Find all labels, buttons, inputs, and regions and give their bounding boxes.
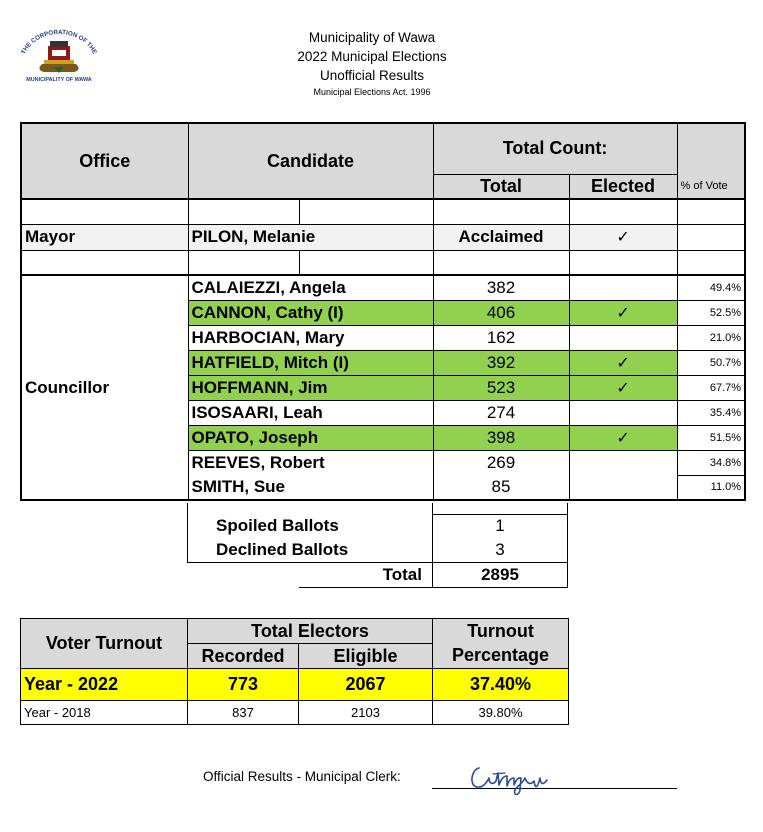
turnout-header-percentage: Percentage: [433, 644, 569, 669]
turnout-header-eligible: Eligible: [299, 644, 433, 669]
councillor-elected-check: ✓: [569, 425, 677, 450]
councillor-total: 269: [433, 450, 569, 475]
header-election-title: 2022 Municipal Elections: [297, 49, 447, 64]
ballots-spacer: [188, 503, 299, 514]
clerk-handwritten-signature: [465, 756, 560, 796]
header-empty-cell: [677, 123, 745, 174]
councillor-pct: 67.7%: [677, 375, 745, 400]
ballots-total-spacer: [188, 562, 299, 587]
spacer-cell: [677, 199, 745, 224]
councillor-pct: 21.0%: [677, 325, 745, 350]
councillor-name: HOFFMANN, Jim: [188, 375, 433, 400]
spacer-cell: [677, 250, 745, 275]
turnout-eligible: 2103: [299, 701, 433, 725]
voter-turnout-table: [20, 618, 569, 725]
municipality-crest-logo: [14, 26, 104, 84]
spacer-cell: [569, 250, 677, 275]
councillor-pct: 52.5%: [677, 300, 745, 325]
mayor-office: Mayor: [21, 224, 188, 250]
councillor-elected-check: ✓: [569, 350, 677, 375]
declined-ballots-label: Declined Ballots: [188, 538, 433, 562]
councillor-elected-check: [569, 325, 677, 350]
councillor-total: 523: [433, 375, 569, 400]
ballots-total-label: Total: [299, 562, 433, 587]
ballots-table: [187, 503, 568, 588]
svg-text:MUNICIPALITY OF WAWA: MUNICIPALITY OF WAWA: [26, 77, 92, 83]
councillor-pct: 35.4%: [677, 400, 745, 425]
turnout-recorded: 837: [188, 701, 299, 725]
spoiled-ballots-value: 1: [433, 514, 568, 538]
header-total-count: Total Count:: [433, 123, 677, 174]
ballots-spacer: [299, 503, 433, 514]
spacer-cell: [433, 250, 569, 275]
councillor-elected-check: ✓: [569, 375, 677, 400]
turnout-row-2018: [21, 701, 569, 725]
turnout-header-recorded: Recorded: [188, 644, 299, 669]
ballots-spacer: [433, 503, 568, 514]
councillor-elected-check: [569, 275, 677, 300]
turnout-year: Year - 2018: [21, 701, 188, 725]
councillor-total: 406: [433, 300, 569, 325]
declined-ballots-value: 3: [433, 538, 568, 562]
spacer-cell: [433, 199, 569, 224]
spacer-cell: [21, 199, 188, 224]
header-candidate: Candidate: [188, 123, 433, 199]
councillor-pct: 50.7%: [677, 350, 745, 375]
councillor-row: [21, 275, 745, 300]
mayor-pct: [677, 224, 745, 250]
ballots-total-value: 2895: [433, 562, 568, 587]
clerk-signature-label: Official Results - Municipal Clerk:: [203, 769, 401, 784]
councillor-total: 392: [433, 350, 569, 375]
header-office: Office: [21, 123, 188, 199]
councillor-name: SMITH, Sue: [188, 475, 433, 500]
spacer-cell: [188, 250, 299, 275]
header-total: Total: [433, 174, 569, 199]
mayor-row: [21, 224, 745, 250]
councillor-name: HATFIELD, Mitch (I): [188, 350, 433, 375]
councillor-name: HARBOCIAN, Mary: [188, 325, 433, 350]
header-act-reference: Municipal Elections Act. 1996: [313, 87, 431, 97]
councillor-elected-check: ✓: [569, 300, 677, 325]
turnout-eligible: 2067: [299, 669, 433, 701]
councillor-name: ISOSAARI, Leah: [188, 400, 433, 425]
councillor-name: REEVES, Robert: [188, 450, 433, 475]
turnout-percentage: 39.80%: [433, 701, 569, 725]
turnout-header-turnout: Turnout: [433, 619, 569, 644]
spacer-cell: [21, 250, 188, 275]
councillor-total: 274: [433, 400, 569, 425]
councillor-pct: 49.4%: [677, 275, 745, 300]
councillor-pct: 34.8%: [677, 450, 745, 475]
header-elected: Elected: [569, 174, 677, 199]
councillor-name: OPATO, Joseph: [188, 425, 433, 450]
councillor-total: 85: [433, 475, 569, 500]
councillor-pct: 11.0%: [677, 475, 745, 500]
councillor-elected-check: [569, 475, 677, 500]
spacer-cell: [569, 199, 677, 224]
mayor-candidate: PILON, Melanie: [188, 224, 433, 250]
spoiled-ballots-label: Spoiled Ballots: [188, 514, 433, 538]
header-results-status: Unofficial Results: [319, 68, 425, 83]
councillor-total: 398: [433, 425, 569, 450]
mayor-elected-check: ✓: [569, 224, 677, 250]
header-pct-vote: % of Vote: [677, 174, 745, 199]
turnout-year: Year - 2022: [21, 669, 188, 701]
councillor-elected-check: [569, 450, 677, 475]
turnout-row-2022: [21, 669, 569, 701]
councillor-total: 382: [433, 275, 569, 300]
turnout-percentage: 37.40%: [433, 669, 569, 701]
mayor-total: Acclaimed: [433, 224, 569, 250]
svg-text:THE CORPORATION OF THE: THE CORPORATION OF THE: [19, 28, 99, 56]
councillor-name: CANNON, Cathy (I): [188, 300, 433, 325]
turnout-header-total-electors: Total Electors: [188, 619, 433, 644]
spacer-cell: [299, 199, 433, 224]
header-municipality: Municipality of Wawa: [308, 30, 436, 45]
councillor-pct: 51.5%: [677, 425, 745, 450]
councillor-office: Councillor: [21, 275, 188, 500]
results-table: [20, 122, 746, 501]
spacer-cell: [188, 199, 299, 224]
turnout-header-voter-turnout: Voter Turnout: [21, 619, 188, 669]
councillor-elected-check: [569, 400, 677, 425]
spacer-cell: [299, 250, 433, 275]
councillor-total: 162: [433, 325, 569, 350]
councillor-name: CALAIEZZI, Angela: [188, 275, 433, 300]
turnout-recorded: 773: [188, 669, 299, 701]
